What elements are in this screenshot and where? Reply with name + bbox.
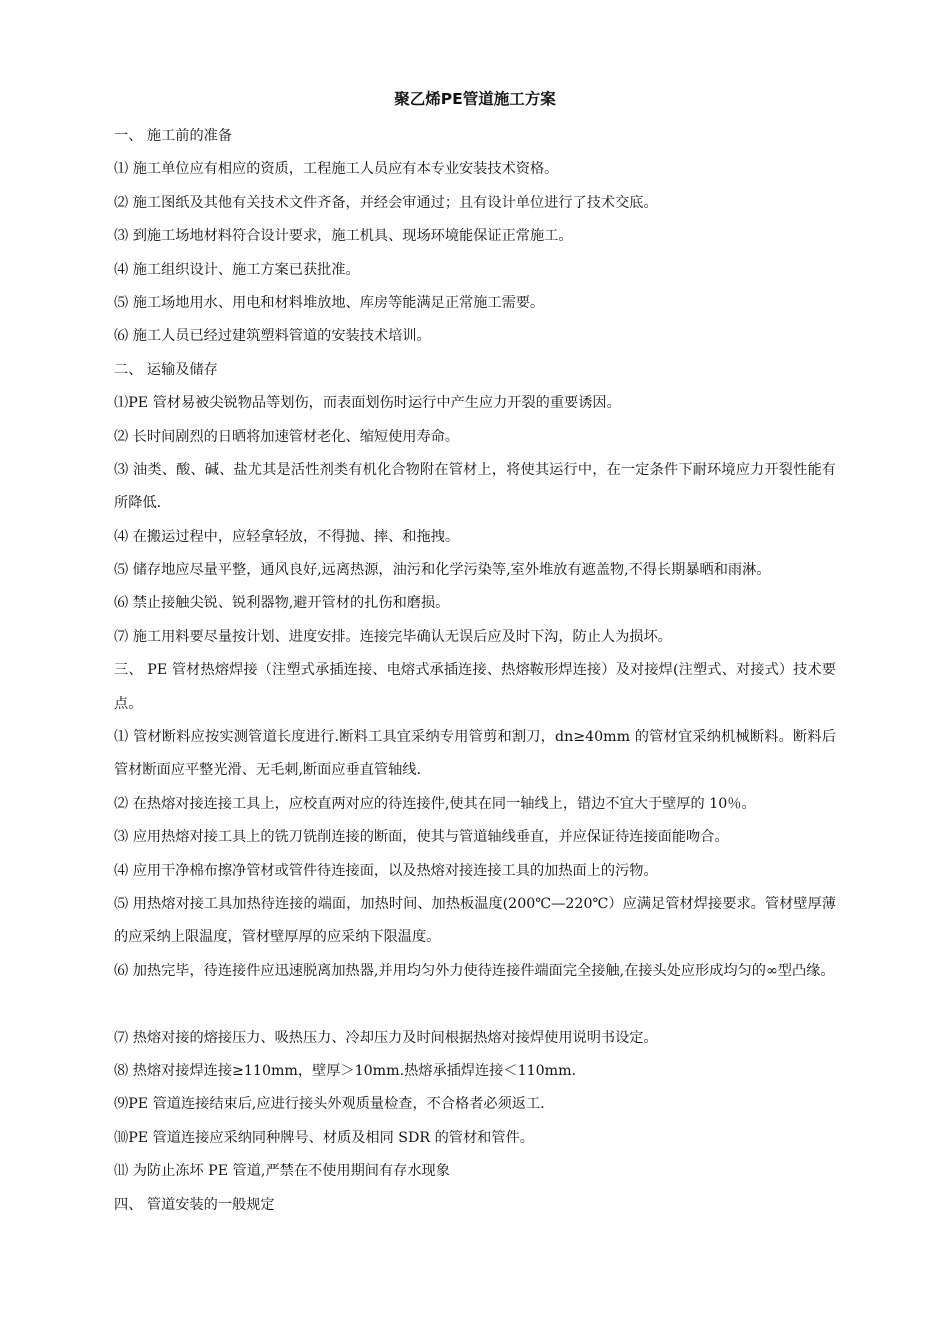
list-item: ⑵ 施工图纸及其他有关技术文件齐备，并经会审通过；且有设计单位进行了技术交底。 [114,194,658,211]
list-item: ⑺ 热熔对接的熔接压力、吸热压力、冷却压力及时间根据热熔对接焊使用说明书设定。 [114,1029,658,1046]
list-item: ⑷ 施工组织设计、施工方案已获批准。 [114,261,360,278]
list-item: ⑾ 为防止冻坏 PE 管道,严禁在不使用期间有存水现象 [114,1163,450,1180]
list-item: ⑴ 施工单位应有相应的资质，工程施工人员应有本专业安装技术资格。 [114,161,559,178]
list-item: ⑸ 储存地应尽量平整，通风良好,远离热源，油污和化学污染等,室外堆放有遮盖物,不得长期暴晒和雨淋。 [114,562,771,579]
list-item: ⑵ 在热熔对接连接工具上，应校直两对应的待连接件,使其在同一轴线上，错边不宜大于壁厚的 10％。 [114,795,756,812]
list-item: ⑼PE 管道连接结束后,应进行接头外观质量检查，不合格者必须返工. [114,1096,545,1113]
list-item: ⑵ 长时间剧烈的日晒将加速管材老化、缩短使用寿命。 [114,428,460,445]
list-item: ⑶ 应用热熔对接工具上的铣刀铣削连接的断面，使其与管道轴线垂直，并应保证待连接面能吻合。 [114,829,729,846]
section-heading: 四、 管道安装的一般规定 [114,1196,275,1213]
list-item: ⑹ 施工人员已经过建筑塑料管道的安装技术培训。 [114,328,431,345]
section-heading: 二、 运输及储存 [114,361,218,378]
document-body [114,120,836,1222]
list-item: ⑸ 用热熔对接工具加热待连接的端面，加热时间、加热板温度(200℃—220℃）应满足管材焊接要求。管材壁厚薄的应采纳上限温度，管材壁厚厚的应采纳下限温度。 [114,896,836,946]
document-title: 聚乙烯PE管道施工方案 [394,90,556,108]
list-item: ⑴PE 管材易被尖锐物品等划伤，而表面划伤时运行中产生应力开裂的重要诱因。 [114,395,621,412]
list-item: ⑶ 油类、酸、碱、盐尤其是活性剂类有机化合物附在管材上，将使其运行中，在一定条件下耐环境应力开裂性能有所降低. [114,461,836,512]
section-heading: 一、 施工前的准备 [114,128,233,144]
list-item: ⑷ 在搬运过程中，应轻拿轻放，不得抛、摔、和拖拽。 [114,528,460,545]
list-item: ⑸ 施工场地用水、用电和材料堆放地、库房等能满足正常施工需要。 [114,294,545,311]
list-item: ⑶ 到施工场地材料符合设计要求，施工机具、现场环境能保证正常施工。 [114,228,573,245]
list-item: ⑽PE 管道连接应采纳同种牌号、材质及相同 SDR 的管材和管件。 [114,1129,534,1146]
list-item: ⑹ 禁止接触尖锐、锐利器物,避开管材的扎伤和磨损。 [114,595,450,612]
list-item: ⑻ 热熔对接焊连接≥110mm，壁厚＞10mm.热熔承插焊连接＜110mm. [114,1063,577,1080]
section-heading: 三、 PE 管材热熔焊接（注塑式承插连接、电熔式承插连接、热熔鞍形焊连接）及对接焊(注塑式、对接式）技术要点。 [114,662,836,712]
list-item: ⑴ 管材断料应按实测管道长度进行.断料工具宜采纳专用管剪和割刀，dn≥40mm 的管材宜采纳机械断料。断料后管材断面应平整光滑、无毛刺,断面应垂直管轴线. [114,729,836,779]
list-item: ⑷ 应用干净棉布擦净管材或管件待连接面，以及热熔对接连接工具的加热面上的污物。 [114,862,658,879]
list-item: ⑹ 加热完毕，待连接件应迅速脱离加热器,并用均匀外力使待连接件端面完全接触,在接头处应形成均匀的∞型凸缘。 [114,962,835,979]
list-item: ⑺ 施工用料要尽量按计划、进度安排。连接完毕确认无误后应及时下沟，防止人为损坏。 [114,628,672,645]
